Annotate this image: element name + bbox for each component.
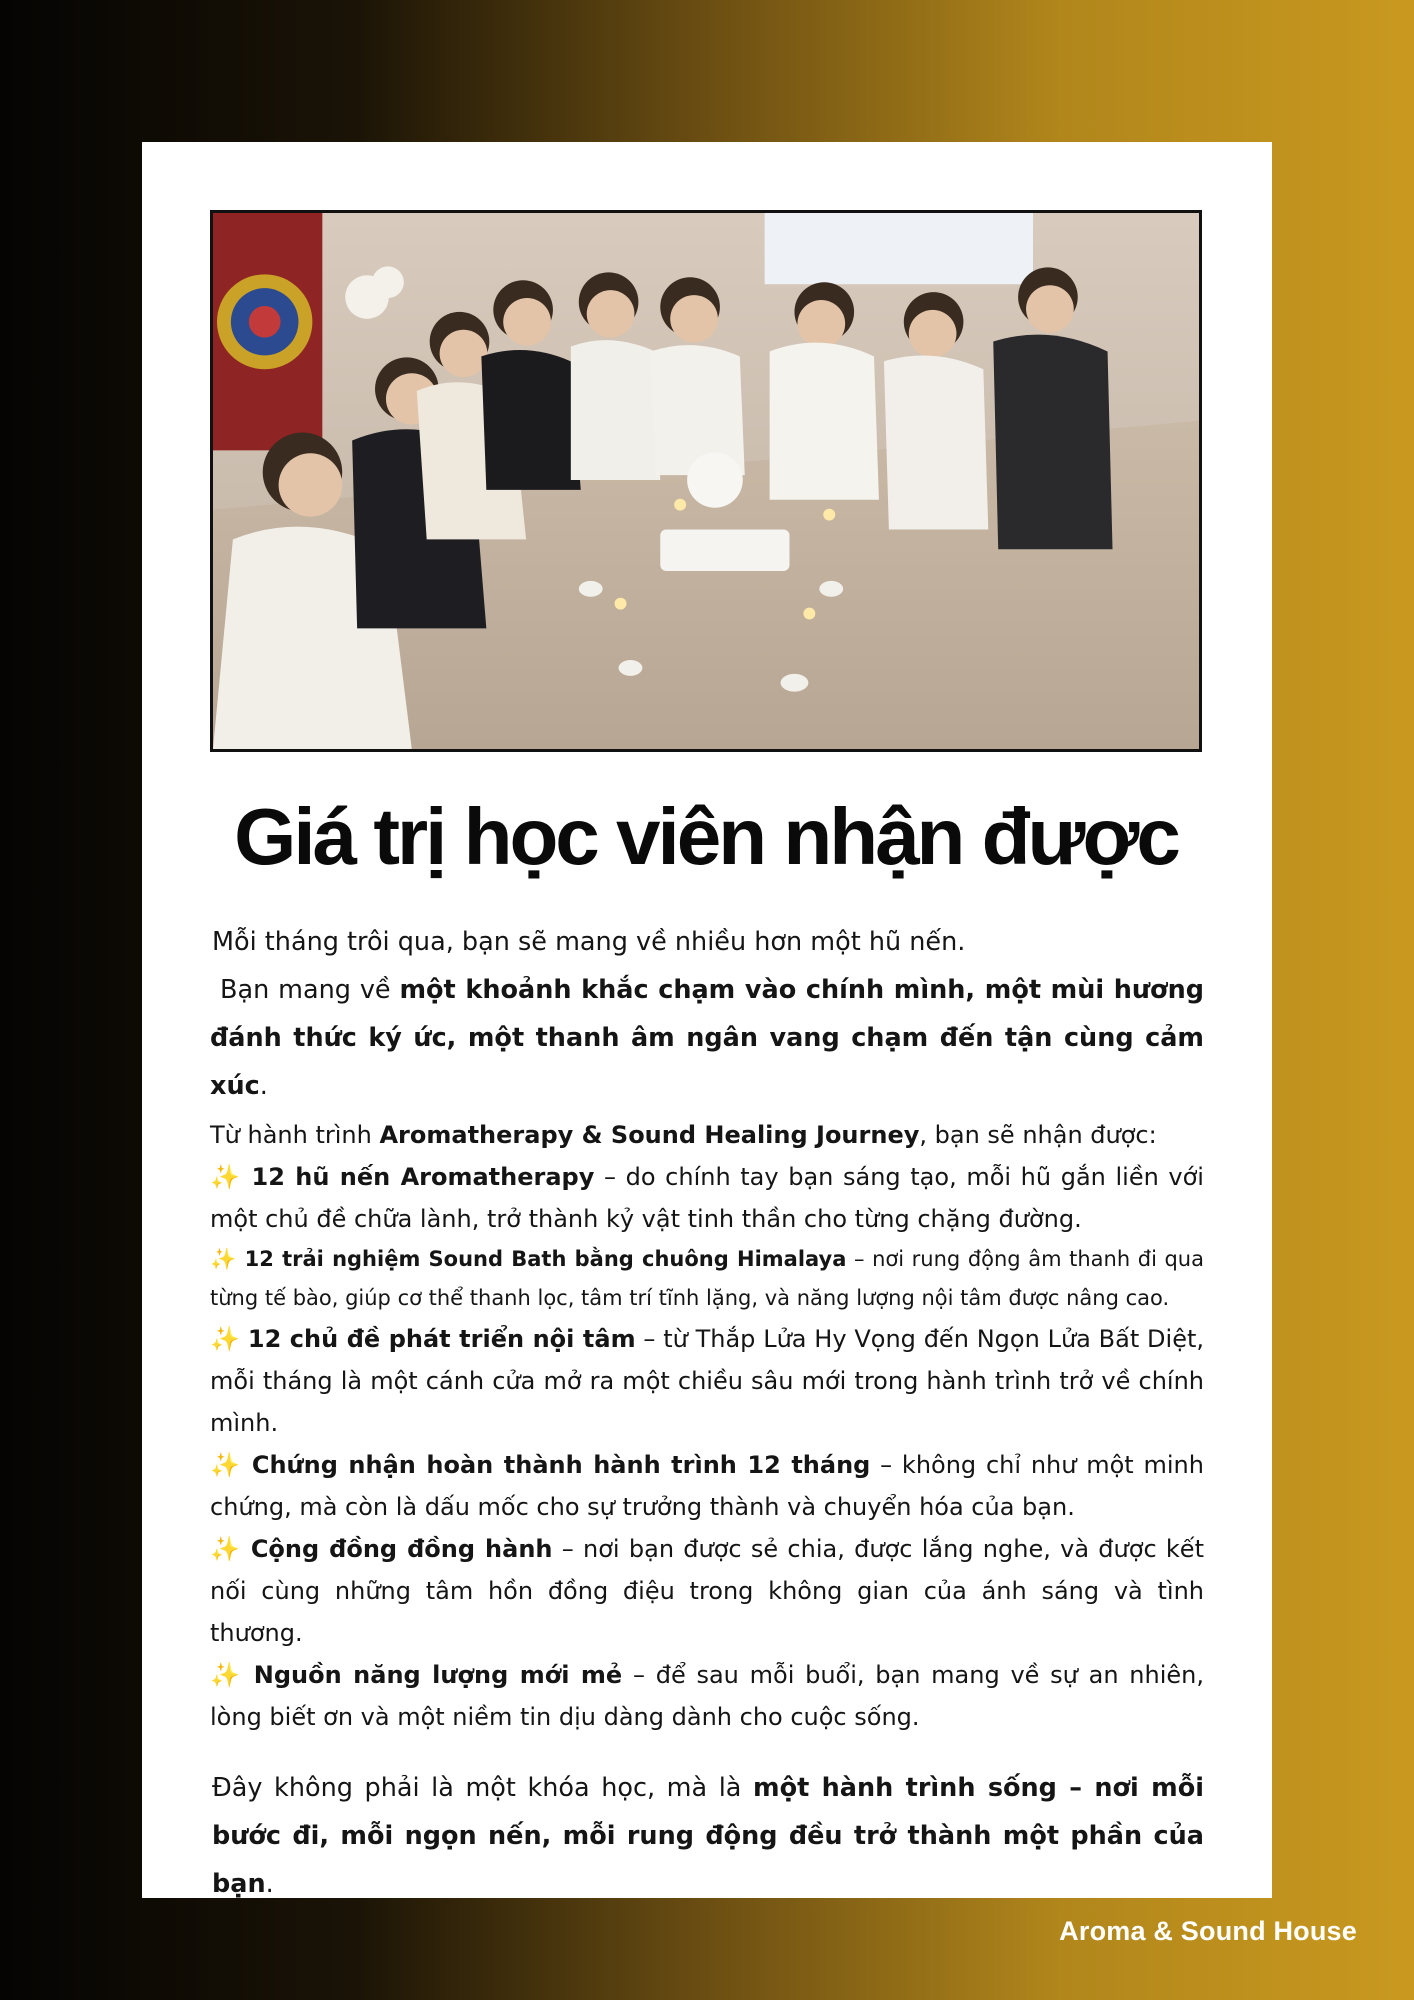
closing-prefix: Đây không phải là một khóa học, mà là xyxy=(212,1773,754,1803)
benefit-text: – do chính tay bạn sáng tạo, mỗi hũ gắn liền với một chủ đề chữa lành, trở thành kỷ vật tinh thần cho từng chặng đường. xyxy=(210,1163,1204,1233)
benefit-community xyxy=(210,1528,1204,1654)
benefit-title: Nguồn năng lượng mới mẻ xyxy=(253,1661,623,1689)
journey-prefix: Từ hành trình xyxy=(210,1121,380,1149)
journey-bold: Aromatherapy & Sound Healing Journey xyxy=(379,1121,920,1149)
journey-line xyxy=(210,1114,1204,1156)
benefit-certificate xyxy=(210,1444,1204,1528)
benefit-title: Chứng nhận hoàn thành hành trình 12 tháng xyxy=(251,1451,871,1479)
benefit-text: – không chỉ như một minh chứng, mà còn là dấu mốc cho sự trưởng thành và chuyển hóa của bạn. xyxy=(210,1451,1204,1521)
brand-name: Aroma & Sound House xyxy=(1059,1916,1357,1946)
benefit-title: Cộng đồng đồng hành xyxy=(250,1535,553,1563)
page-title: Giá trị học viên nhận được xyxy=(234,792,1178,881)
sparkle-icon: ✨ xyxy=(210,1661,244,1689)
sparkle-icon: ✨ xyxy=(210,1247,238,1271)
benefit-text: – để sau mỗi buổi, bạn mang về sự an nhiên, lòng biết ơn và một niềm tin dịu dàng dành cho cuộc sống. xyxy=(210,1661,1204,1731)
group-photo-icon xyxy=(213,213,1199,749)
benefit-sound-bath xyxy=(210,1240,1204,1318)
intro-line-2-suffix: . xyxy=(259,1071,268,1101)
benefit-text: – nơi rung động âm thanh đi qua từng tế bào, giúp cơ thể thanh lọc, tâm trí tĩnh lặng, và năng lượng nội tâm được nâng cao. xyxy=(210,1247,1204,1310)
closing-suffix: . xyxy=(265,1869,274,1899)
group-photo xyxy=(210,210,1202,752)
intro-line-2 xyxy=(210,966,1204,1110)
closing-bold: một hành trình sống – nơi mỗi bước đi, mỗi ngọn nến, mỗi rung động đều trở thành một phần của bạn xyxy=(212,1773,1204,1899)
benefit-text: – nơi bạn được sẻ chia, được lắng nghe, và được kết nối cùng những tâm hồn đồng điệu trong không gian của ánh sáng và tình thương. xyxy=(210,1535,1204,1647)
intro-line-2-prefix: Bạn mang về xyxy=(220,975,400,1005)
benefit-title: 12 trải nghiệm Sound Bath bằng chuông Himalaya xyxy=(244,1247,847,1271)
benefit-title: 12 hũ nến Aromatherapy xyxy=(251,1163,595,1191)
benefit-text: – từ Thắp Lửa Hy Vọng đến Ngọn Lửa Bất Diệt, mỗi tháng là một cánh cửa mở ra một chiều sâu mới trong hành trình trở về chính mình. xyxy=(210,1325,1205,1437)
benefit-title: 12 chủ đề phát triển nội tâm xyxy=(247,1325,636,1353)
benefit-themes xyxy=(210,1318,1204,1444)
intro-line-2-bold: một khoảnh khắc chạm vào chính mình, một mùi hương đánh thức ký ức, một thanh âm ngân vang chạm đến tận cùng cảm xúc xyxy=(210,975,1204,1101)
sparkle-icon: ✨ xyxy=(210,1535,242,1563)
content-body xyxy=(210,918,1204,1908)
benefit-candles xyxy=(210,1156,1204,1240)
sparkle-icon: ✨ xyxy=(210,1451,243,1479)
benefit-energy xyxy=(210,1654,1204,1738)
content-card xyxy=(142,142,1272,1898)
closing-paragraph xyxy=(210,1764,1204,1908)
sparkle-icon: ✨ xyxy=(210,1163,242,1191)
intro-line-1: Mỗi tháng trôi qua, bạn sẽ mang về nhiều hơn một hũ nến. xyxy=(212,927,966,957)
sparkle-icon: ✨ xyxy=(210,1325,241,1353)
journey-suffix: , bạn sẽ nhận được: xyxy=(919,1121,1157,1149)
